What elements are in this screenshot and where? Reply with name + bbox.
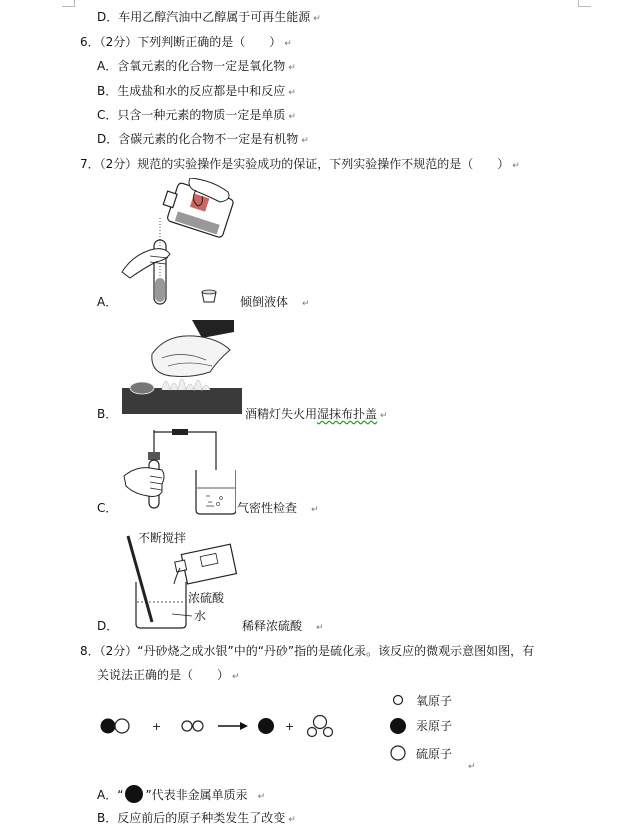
plus-sign: +	[152, 720, 162, 733]
q6-stem-text: 6．（2分）下列判断正确的是（ ）	[80, 35, 282, 49]
q8-option-a-text: ”代表非金属单质汞	[145, 788, 248, 802]
paragraph-mark: ↵	[257, 792, 266, 802]
reaction-arrow-head-icon	[240, 722, 248, 730]
figure-label-water: 水	[194, 609, 207, 623]
q8-option-b	[97, 810, 296, 828]
q5-option-d	[97, 9, 321, 27]
q7-option-b	[97, 406, 117, 422]
q8-option-b-text: B．反应前后的原子种类发生了改变	[97, 811, 286, 825]
page-corner-mark-left	[62, 0, 75, 7]
paragraph-mark: ↵	[468, 762, 476, 772]
q8-stem-text-2: 关说法正确的是（ ）	[97, 668, 230, 682]
paragraph-mark: ↵	[288, 63, 296, 73]
q7-option-d-text: 稀释浓硫酸	[242, 619, 303, 633]
paragraph-mark: ↵	[284, 39, 292, 49]
figure-label-conc-acid: 浓硫酸	[188, 591, 225, 605]
q8-option-a-prefix: A．“	[97, 788, 124, 802]
oxygen-atom-icon	[193, 721, 203, 731]
paragraph-mark: ↵	[313, 14, 321, 24]
q6-option-c	[97, 107, 296, 125]
q7-option-d	[97, 618, 118, 634]
q6-option-d	[97, 131, 309, 149]
paragraph-mark: ↵	[380, 411, 388, 421]
q7-option-c-letter: C．	[97, 501, 118, 515]
legend-sulfur-label: 硫原子	[416, 747, 453, 761]
q6-option-b-text: B．生成盐和水的反应都是中和反应	[97, 84, 286, 98]
q7-option-d-caption	[242, 618, 324, 636]
oxygen-atom-icon	[182, 721, 192, 731]
q7-stem-text: 7．（2分）规范的实验操作是实验成功的保证，下列实验操作不规范的是（ ）	[80, 157, 510, 171]
paragraph-mark: ↵	[311, 505, 319, 515]
q8-stem-line1	[80, 643, 534, 659]
q6-option-a-text: A．含氧元素的化合物一定是氧化物	[97, 59, 286, 73]
legend-oxygen-label: 氧原子	[416, 694, 453, 708]
oxygen-atom-icon	[324, 728, 333, 737]
paragraph-mark: ↵	[301, 136, 309, 146]
legend-mercury-label: 汞原子	[416, 719, 453, 733]
q7-option-b-text: 酒精灯失火用	[245, 407, 318, 421]
paragraph-mark: ↵	[316, 623, 324, 633]
oxygen-atom-icon	[308, 728, 317, 737]
legend-oxygen-atom-icon	[394, 696, 403, 705]
figure-label-stir: 不断搅拌	[138, 531, 187, 545]
q7-option-c	[97, 500, 117, 516]
q7-option-a-caption	[240, 294, 310, 312]
figure-pouring-liquid	[120, 178, 240, 310]
q7-option-b-caption	[245, 406, 388, 424]
plus-sign: +	[285, 720, 295, 733]
mercury-atom-icon	[125, 785, 143, 803]
mercury-atom-icon	[258, 718, 274, 734]
q8-option-a	[97, 785, 265, 805]
diagram-paragraph-mark	[465, 757, 476, 775]
q7-option-a	[97, 294, 117, 310]
q7-option-a-letter: A．	[97, 295, 118, 309]
legend-sulfur-atom-icon	[391, 746, 405, 760]
q7-option-a-text: 倾倒液体	[240, 295, 289, 309]
q6-option-c-text: C．只含一种元素的物质一定是单质	[97, 108, 286, 122]
q6-stem	[80, 34, 292, 52]
legend-mercury-atom-icon	[390, 718, 406, 734]
sulfur-atom-icon	[314, 716, 327, 729]
q7-option-b-text-underlined: 湿抹布扑盖	[317, 407, 378, 421]
q5-option-d-text: D．车用乙醇汽油中乙醇属于可再生能源	[97, 10, 311, 24]
q7-option-c-text: 气密性检查	[237, 501, 298, 515]
q8-stem-line2	[97, 667, 240, 685]
page-corner-mark-right	[578, 0, 591, 7]
q7-stem	[80, 156, 520, 174]
paragraph-mark: ↵	[512, 161, 520, 171]
q7-option-d-letter: D．	[97, 619, 119, 633]
figure-dilute-sulfuric-acid	[122, 528, 242, 632]
q8-stem-text-1: 8．（2分）“丹砂烧之成水银”中的“丹砂”指的是硫化汞。该反应的微观示意图如图，有	[80, 644, 535, 658]
sulfur-atom-icon	[115, 719, 129, 733]
paragraph-mark: ↵	[288, 815, 296, 825]
q6-option-d-text: D．含碳元素的化合物不一定是有机物	[97, 132, 299, 146]
q6-option-a	[97, 58, 296, 76]
mercury-atom-icon	[101, 719, 116, 734]
figure-alcohol-lamp-fire	[122, 320, 244, 416]
q7-option-b-letter: B．	[97, 407, 118, 421]
paragraph-mark: ↵	[302, 299, 310, 309]
q7-option-c-caption	[237, 500, 319, 518]
paragraph-mark: ↵	[288, 112, 296, 122]
paragraph-mark: ↵	[232, 672, 240, 682]
q6-option-b	[97, 83, 296, 101]
paragraph-mark: ↵	[288, 88, 296, 98]
figure-airtightness-check	[122, 426, 236, 518]
reaction-micro-diagram	[96, 690, 476, 772]
